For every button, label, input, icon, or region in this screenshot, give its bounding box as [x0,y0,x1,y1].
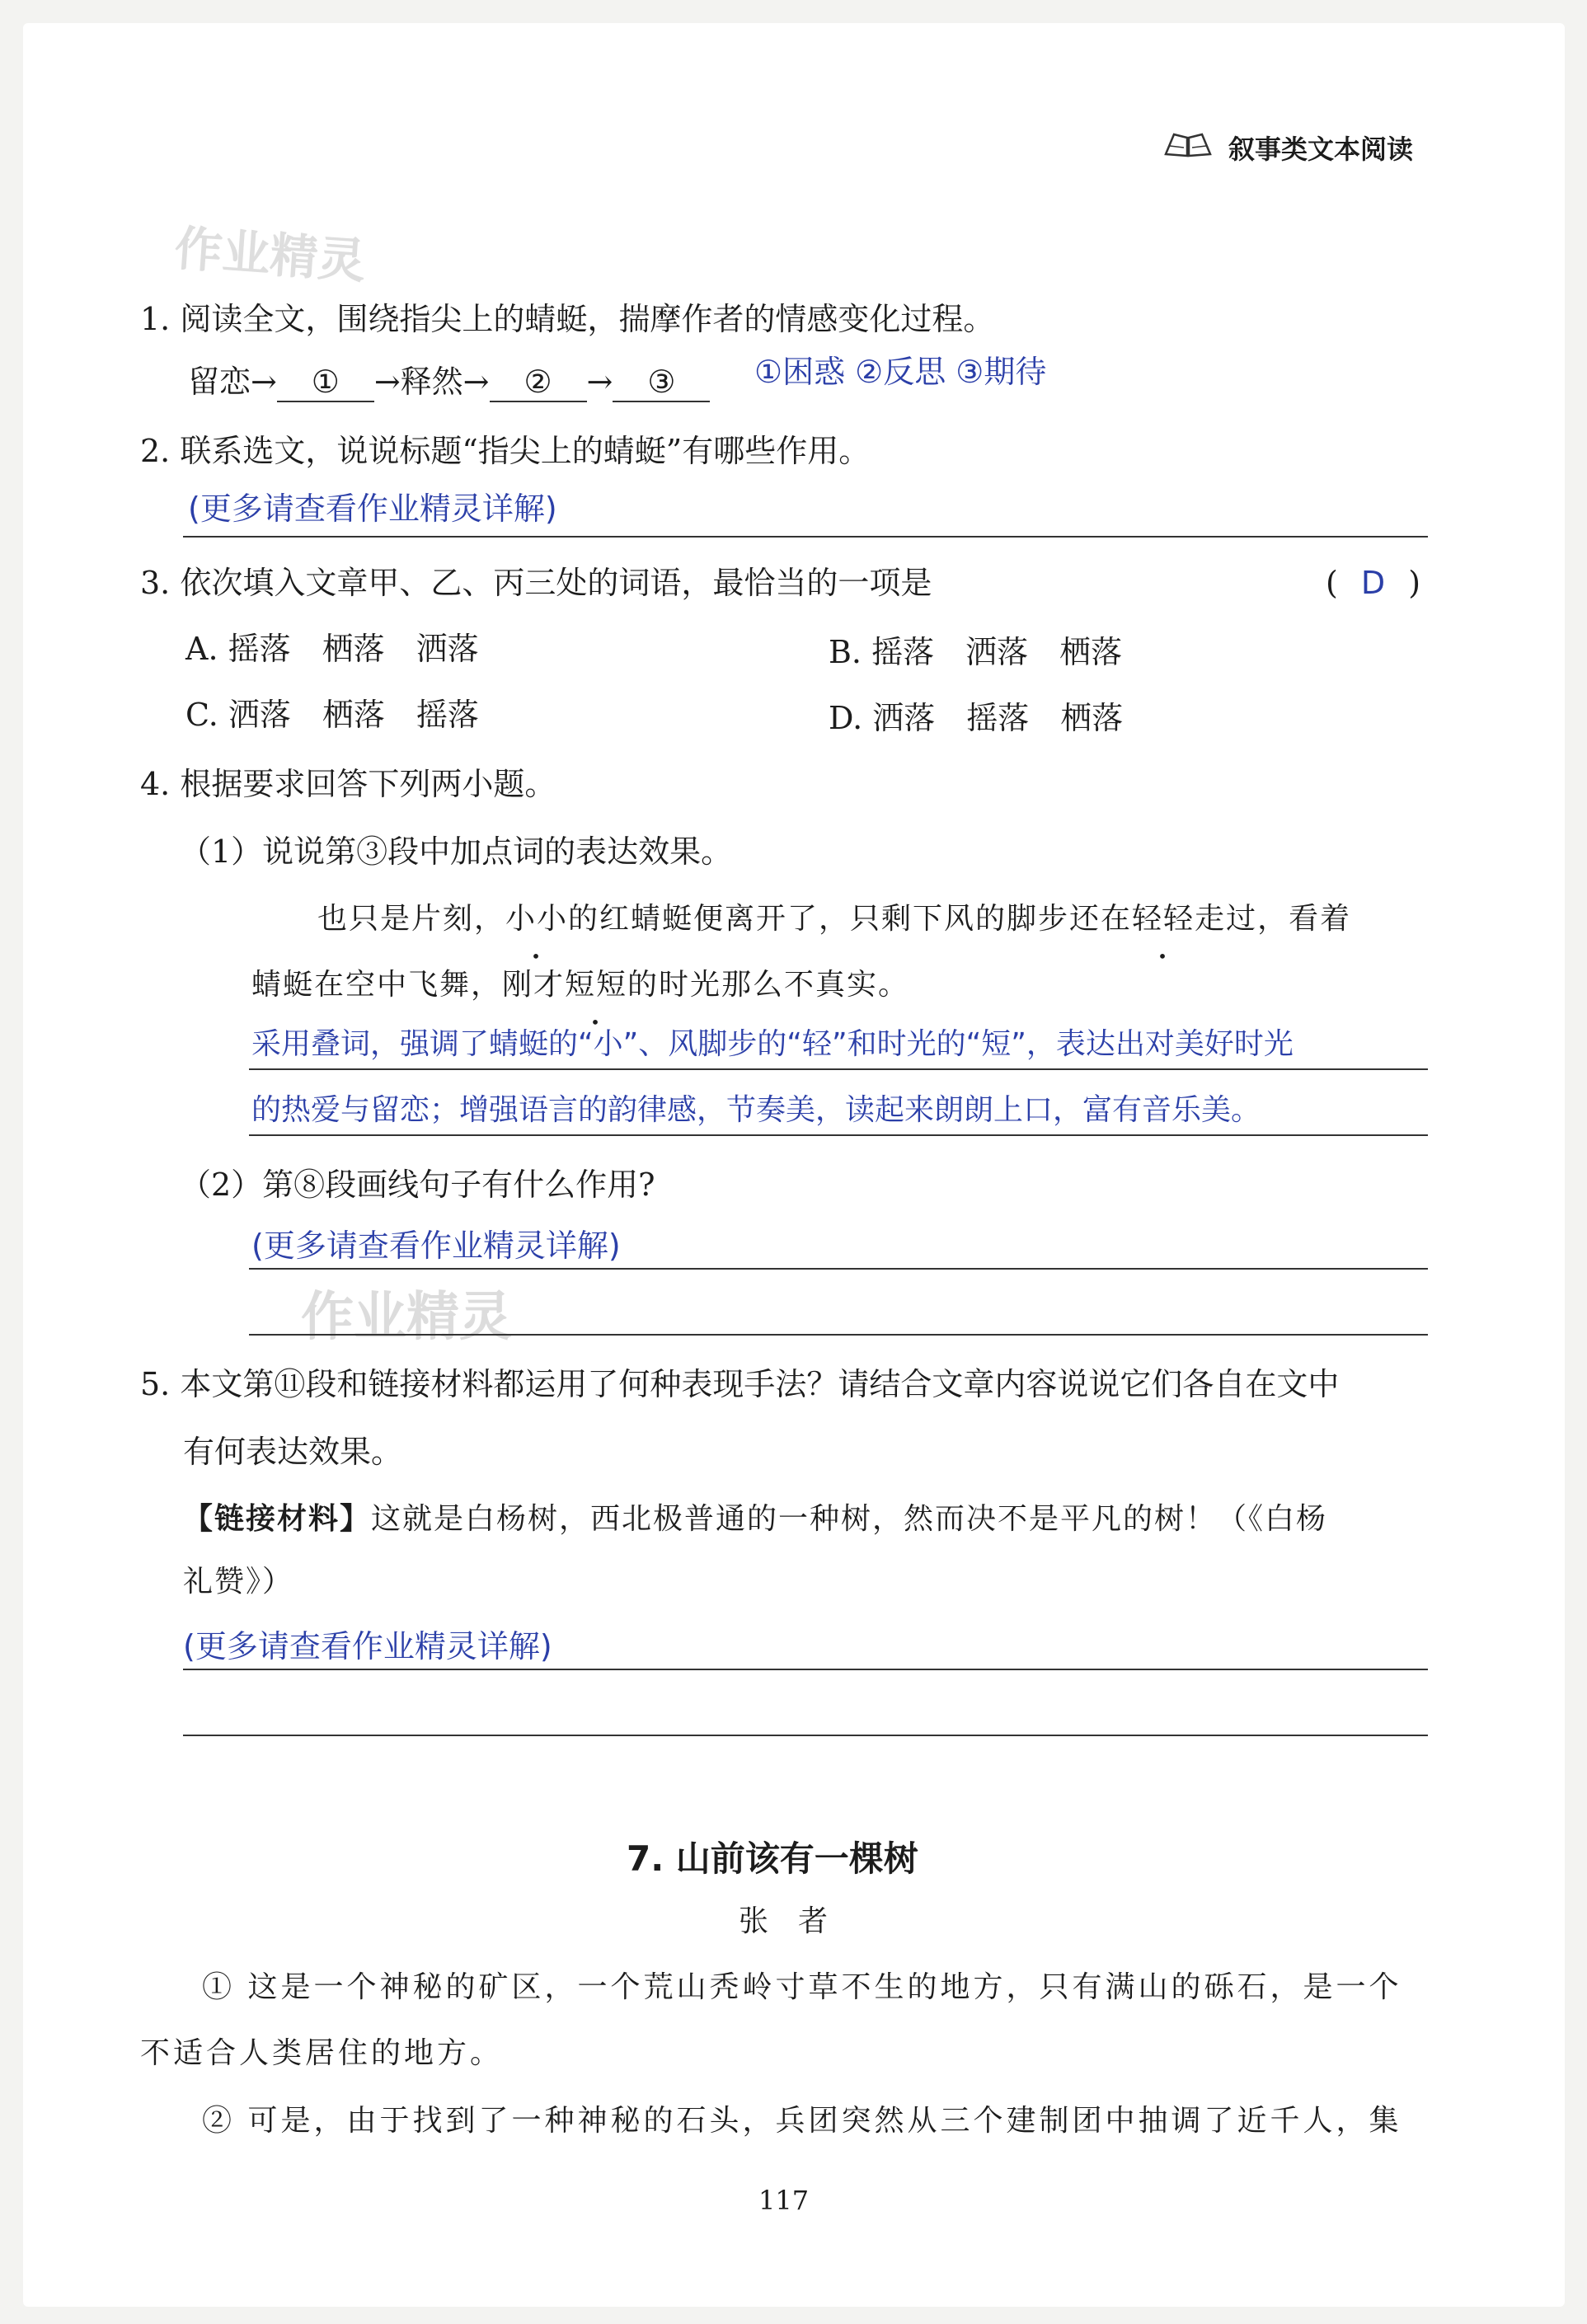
q4-sub1-rule-2 [249,1134,1428,1136]
q5-text-line-2: 有何表达效果。 [183,1434,403,1470]
q4-sub1-text: （1）说说第③段中加点词的表达效果。 [180,833,733,870]
q5-answer: (更多请查看作业精灵详解) [183,1628,552,1664]
q4-sub2-rule-1 [249,1268,1428,1270]
q5-rule-2 [183,1735,1428,1736]
q3-answer: D [1360,565,1386,601]
q1-blank-2: ② [490,363,587,402]
q5-rule-1 [183,1669,1428,1670]
q1-answer: ①困惑 ②反思 ③期待 [754,354,1047,390]
quote-text: 的时光那么不真实。 [627,968,910,1002]
q1-text: 1. 阅读全文，围绕指尖上的蜻蜓，揣摩作者的情感变化过程。 [140,301,995,337]
q3-option-a: A. 摇落 栖落 洒落 [185,631,479,667]
q1-arrow-2: → [586,364,613,400]
quote-text: 走过，看着 [1195,902,1352,936]
q3-paren-open: ( [1326,565,1338,601]
q3-text: 3. 依次填入文章甲、乙、丙三处的词语，最恰当的一项是 [140,565,932,601]
q4-sub1-answer-line-1: 采用叠词，强调了蜻蜓的“小”、风脚步的“轻”和时光的“短”，表达出对美好时光 [251,1027,1294,1061]
q4-quote-line-2 [251,965,909,1006]
q2-answer: (更多请查看作业精灵详解) [188,491,557,527]
dotted-word-qingqing: 轻轻 [1132,902,1195,936]
header-title: 叙事类文本阅读 [1228,134,1414,165]
article-title: 7. 山前该有一棵树 [627,1838,918,1879]
q1-chain [188,361,710,402]
q2-text: 2. 联系选文，说说标题“指尖上的蜻蜓”有哪些作用。 [140,433,871,469]
q3-option-c: C. 洒落 栖落 摇落 [185,697,479,733]
book-icon [1162,129,1214,159]
q4-text: 4. 根据要求回答下列两小题。 [140,766,556,802]
watermark-top: 作业精灵 [172,219,368,289]
page-number: 117 [758,2185,810,2216]
q1-blank-3: ③ [613,363,710,402]
q1-blank-1: ① [277,363,374,402]
q4-quote-line-1 [317,899,1351,940]
q4-sub2-text: （2）第⑧段画线句子有什么作用? [180,1167,655,1203]
article-author: 张 者 [739,1904,829,1938]
q2-answer-line [183,536,1428,538]
quote-text: 的红蜻蜓便离开了，只剩下风的脚步还在 [568,902,1133,936]
q4-sub2-answer: (更多请查看作业精灵详解) [251,1228,621,1264]
q5-text-line-1: 5. 本文第⑪段和链接材料都运用了何种表现手法？请结合文章内容说说它们各自在文中 [140,1366,1340,1402]
watermark-middle: 作业精灵 [301,1287,512,1348]
quote-text: 也只是片刻， [317,902,506,936]
q4-sub1-answer-line-2: 的热爱与留恋；增强语言的韵律感，节奏美，读起来朗朗上口，富有音乐美。 [251,1093,1261,1127]
dotted-word-xiaoxiao: 小小 [505,902,569,936]
q4-sub1-rule-1 [249,1068,1428,1070]
article-p1-line-2: 不适合人类居住的地方。 [140,2036,504,2070]
q3-paren-close: ) [1408,565,1421,601]
quote-text: 蜻蜓在空中飞舞，刚才 [251,968,566,1002]
article-p1-line-1: ① 这是一个神秘的矿区，一个荒山秃岭寸草不生的地方，只有满山的砾石，是一个 [202,1970,1402,2004]
q1-chain-start: 留恋→ [188,364,277,400]
q1-arrow-1: →释然→ [373,364,490,400]
link-text: 这就是白杨树，西北极普通的一种树，然而决不是平凡的树！（《白杨 [371,1502,1328,1536]
q3-option-b: B. 摇落 洒落 栖落 [829,634,1123,670]
q3-paren [1326,562,1420,603]
link-label: 【链接材料】 [183,1502,372,1536]
q4-sub2-rule-2 [249,1334,1428,1336]
q3-option-d: D. 洒落 摇落 栖落 [829,700,1124,736]
q5-link-line-2: 礼赞》） [183,1565,294,1599]
q5-link-line-1 [183,1499,1327,1540]
dotted-word-duanduan: 短短 [565,968,628,1002]
article-p2-line-1: ② 可是，由于找到了一种神秘的石头，兵团突然从三个建制团中抽调了近千人，集 [202,2104,1402,2138]
